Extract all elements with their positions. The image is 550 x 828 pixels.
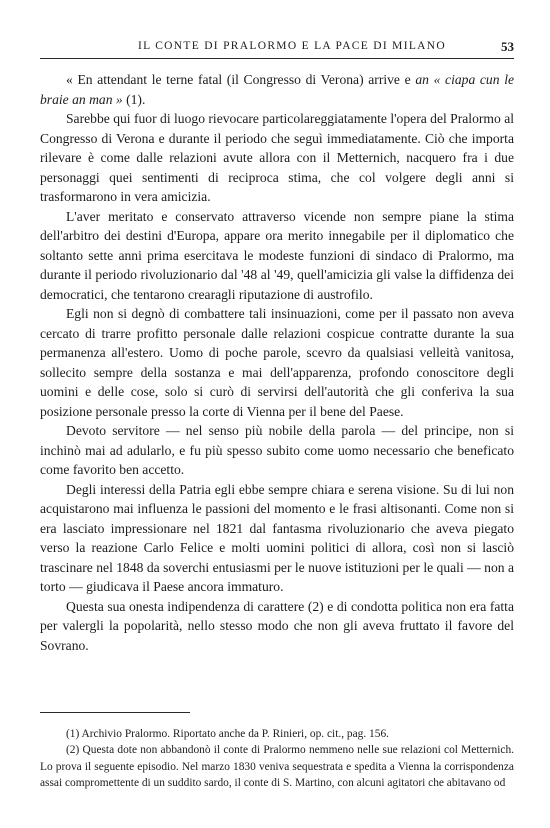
- footnote-2: (2) Questa dote non abbandonò il conte di Pralormo nemmeno nelle sue relazioni col Metternich. Lo prova il seguente episodio. Nel marzo 1830 veniva sequestrata e spedita a Vienna la corrispondenza assai compromettente di un suddito sardo, il conte di S. Martino, con alcuni agitatori che abitavano od: [40, 744, 514, 790]
- page-number: 53: [501, 39, 514, 54]
- footnote-divider: [40, 712, 190, 713]
- body-text: [40, 70, 514, 655]
- paragraph-2: Sarebbe qui fuor di luogo rievocare particolareggiatamente l'opera del Pralormo al Congresso di Verona e durante il periodo che seguì immediatamente. Ciò che importa rilevare è come dalle relazioni avute allora con il Metternich, nacquero fra i due personaggi quei sentimenti di reciproca stima, che col volgere degli anni si trasformarono in vera amicizia.: [40, 111, 514, 204]
- page-header: [40, 38, 514, 59]
- quote-text: « En attendant le terne fatal (il Congresso di Verona) arrive e: [66, 72, 416, 87]
- paragraph-1: [40, 70, 514, 109]
- running-title: IL CONTE DI PRALORMO E LA PACE DI MILANO: [138, 40, 446, 52]
- paragraph-6: Degli interessi della Patria egli ebbe sempre chiara e serena visione. Su di lui non acquistarono mai influenza le passioni del momento e le frasi altisonanti. Come non si era lasciato impressionare nel 1821 dal fantasma rivoluzionario che aveva piegato verso la reazione Carlo Felice e molti uomini politici di allora, così non si lasciò trascinare nel 1848 da soverchi entusiasmi per le nuove istituzioni per le quali — non a torto — giudicava il Paese ancora immaturo.: [40, 481, 514, 594]
- paragraph-5: Devoto servitore — nel senso più nobile della parola — del principe, non si inchinò mai ad adularlo, e fu più spesso subito come uomo necessario che beneficato come favorito ben accetto.: [40, 423, 514, 477]
- footnote-ref-1: (1).: [122, 91, 146, 107]
- quote-dialect: an « ciapa cun le braie an man »: [40, 72, 514, 107]
- paragraph-7: Questa sua onesta indipendenza di carattere (2) e di condotta politica non era fatta per valergli la popolarità, nello stesso modo che non gli aveva fruttato il favore del Sovrano.: [40, 598, 514, 653]
- footnote-1: (1) Archivio Pralormo. Riportato anche da P. Rinieri, op. cit., pag. 156.: [66, 728, 389, 740]
- paragraph-4: Egli non si degnò di combattere tali insinuazioni, come per il passato non aveva cercato di trarre profitto personale dalle relazioni cospicue contratte durante la sua permanenza all'estero. Uomo di poche parole, scevro da qualsiasi velleità vanitosa, sollecito sempre della sostanza e mai dell'apparenza, profondo conoscitore degli uomini e delle cose, solo si curò di servirsi dell'autorità che gli conferiva la sua posizione personale presso la corte di Vienna per il bene del Paese.: [40, 306, 514, 419]
- footnotes: [40, 726, 514, 792]
- paragraph-3: L'aver meritato e conservato attraverso vicende non sempre piane la stima dell'arbitro dei destini d'Europa, appare ora merito innegabile per il diplomatico che soltanto sette anni prima esercitava le modeste funzioni di sindaco di Pralormo, ma durante il periodo rivoluzionario dal '48 al '49, quell'amicizia gli valse la diffidenza dei democratici, che tentarono crearagli riputazione di austrofilo.: [40, 208, 514, 302]
